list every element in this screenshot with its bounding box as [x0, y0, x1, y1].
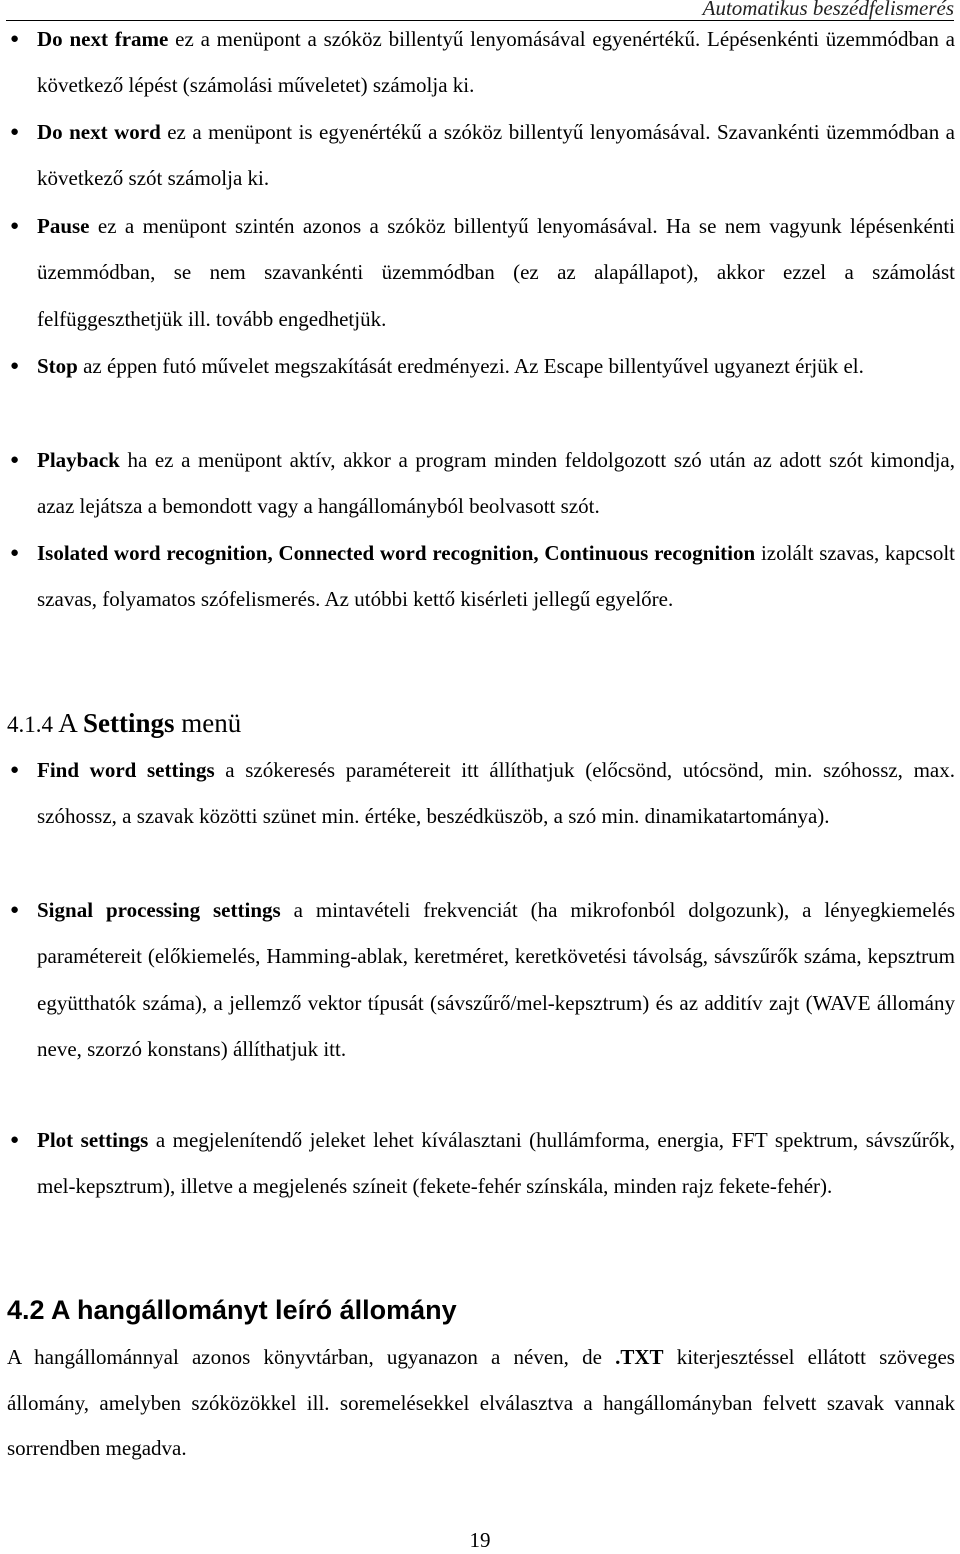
section-heading: 4.2 A hangállományt leíró állomány: [7, 1295, 457, 1325]
bullet-item-recognition-modes: [10, 530, 955, 623]
bullet-text: ez a menüpont szintén azonos a szóköz billentyű lenyomásával. Ha se nem vagyunk lépésenkénti üzemmódban, se nem szavankénti üzemmódban (ez az alapállapot), akkor ezzel a számolást felfüggeszthetjük ill. tovább engedhetjük.: [37, 214, 955, 331]
bullet-text: izolált szavas, kapcsolt szavas, folyamatos szófelismerés. Az utóbbi kettő kisérleti jellegű egyelőre.: [37, 541, 955, 612]
bullet-text: ez a menüpont is egyenértékű a szóköz billentyű lenyomásával. Szavankénti üzemmódban a következő szót számolja ki.: [37, 120, 956, 191]
bullet-term: Playback: [37, 448, 120, 472]
bullet-term: Pause: [37, 214, 90, 238]
bullet-icon: ●: [10, 124, 20, 140]
bullet-item-pause: [10, 203, 955, 342]
bullet-term: Signal processing settings: [37, 898, 281, 922]
paragraph-text-after: kiterjesztéssel ellátott szöveges állomány, amelyben szóközökkel ill. soremelésekkel elválasztva a hangállományban felvett szavak vannak sorrendben megadva.: [7, 1345, 955, 1460]
bullet-icon: ●: [10, 31, 20, 47]
bullet-item-signal-processing-settings: [10, 887, 955, 1072]
bullet-item-plot-settings: [10, 1117, 955, 1210]
bullet-text: a megjelenítendő jeleket lehet kíválasztani (hullámforma, energia, FFT spektrum, sávszűrők, mel-kepsztrum), illetve a megjelenés színeit (fekete-fehér színskála, minden rajz fekete-fehér).: [37, 1128, 955, 1199]
bullet-term: Do next word: [37, 120, 161, 144]
bullet-term: Do next frame: [37, 27, 169, 51]
bullet-term: Plot settings: [37, 1128, 149, 1152]
bullet-icon: ●: [10, 545, 20, 561]
subsection-suffix: menü: [181, 708, 242, 738]
bullet-text: a mintavételi frekvenciát (ha mikrofonból dolgozunk), a lényegkiemelés paramétereit (előkiemelés, Hamming-ablak, keretméret, keretkövetési távolság, sávszűrők száma, kepsztrum együtthatók száma), a jellemző vektor típusát (sávszűrő/mel-kepsztrum) és az additív zajt (WAVE állomány neve, szorzó konstans) állíthatjuk itt.: [37, 898, 955, 1061]
bullet-text: a szókeresés paramétereit itt állíthatjuk (előcsönd, utócsönd, min. szóhossz, max. szóhossz, a szavak közötti szünet min. értéke, beszédküszöb, a szó min. dinamikatartománya).: [37, 758, 955, 829]
bullet-item-do-next-word: [10, 109, 956, 202]
running-head: Automatikus beszédfelismerés: [702, 0, 954, 20]
bullet-item-do-next-frame: [10, 16, 955, 109]
page-number: 19: [469, 1528, 491, 1552]
bullet-icon: ●: [10, 452, 20, 468]
bullet-icon: ●: [10, 358, 20, 374]
body-paragraph: [7, 1335, 955, 1472]
bullet-text: ha ez a menüpont aktív, akkor a program minden feldolgozott szó után az adott szót kimondja, azaz lejátsza a bemondott vagy a hangállományból beolvasott szót.: [37, 448, 955, 519]
bullet-icon: ●: [10, 1132, 20, 1148]
bullet-text: az éppen futó művelet megszakítását eredményezi. Az Escape billentyűvel ugyanezt érjük el.: [77, 354, 864, 378]
bullet-term: Find word settings: [37, 758, 215, 782]
paragraph-text-before: A hangállománnyal azonos könyvtárban, ugyanazon a néven, de: [7, 1345, 616, 1369]
bullet-item-find-word-settings: [10, 747, 955, 840]
subsection-prefix: A: [58, 708, 77, 738]
subsection-keyword: Settings: [83, 708, 175, 738]
bullet-item-playback: [10, 437, 955, 530]
bullet-icon: ●: [10, 218, 20, 234]
bullet-icon: ●: [10, 762, 20, 778]
subsection-heading: [7, 701, 241, 747]
bullet-text: ez a menüpont a szóköz billentyű lenyomásával egyenértékű. Lépésenkénti üzemmódban a következő lépést (számolási műveletet) számolja ki.: [37, 27, 955, 98]
bullet-icon: ●: [10, 902, 20, 918]
file-extension: .TXT: [615, 1345, 664, 1369]
bullet-item-stop: [10, 343, 955, 389]
subsection-number: 4.1.4: [7, 712, 53, 737]
bullet-term: Isolated word recognition, Connected word recognition, Continuous recognition: [37, 541, 756, 565]
bullet-term: Stop: [37, 354, 78, 378]
